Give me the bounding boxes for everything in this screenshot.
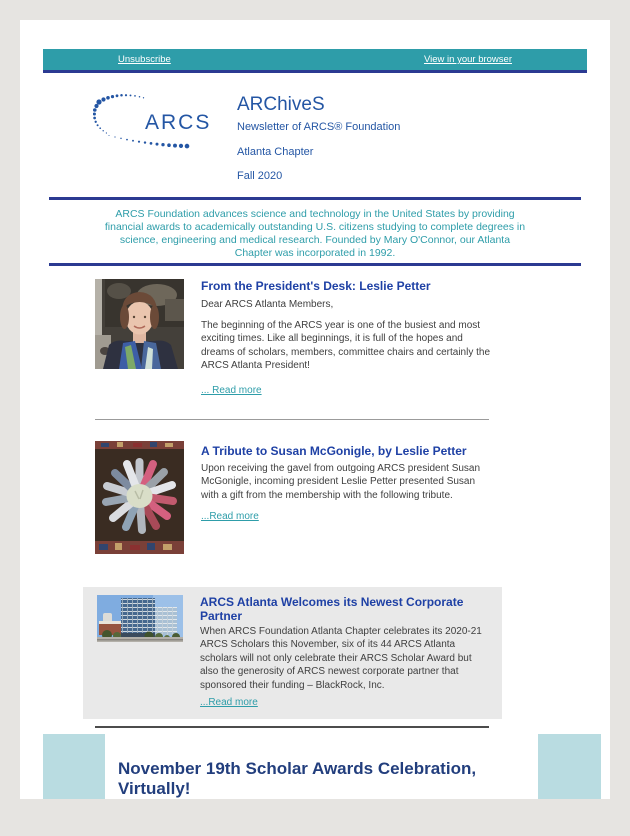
section-divider [95, 419, 489, 420]
top-link-bar [43, 49, 587, 73]
article-body [201, 441, 493, 554]
event-content [105, 734, 538, 799]
newsletter-title: ARChiveS [237, 94, 325, 115]
read-more-link[interactable]: ... Read more [201, 384, 262, 396]
top-navy-rule [49, 197, 581, 200]
newsletter-subtitle: Newsletter of ARCS® Foundation [237, 121, 401, 133]
article-paragraph: Dear ARCS Atlanta Members, [201, 299, 334, 310]
event-section [43, 734, 587, 799]
newsletter-page [20, 20, 610, 799]
arcs-logo [93, 91, 225, 155]
article-paragraph: When ARCS Foundation Atlanta Chapter celebrates its 2020-21 ARCS Scholars this November, six of its 44 ARCS Atlanta scholars will not only celebrate their ARCS Scholar Award but also the generosity of ARCS newest corporate partner that sponsored their funding – BlackRock, Inc. [200, 625, 482, 691]
gift-bowl-artwork-image [95, 441, 184, 554]
pale-blue-accent-block [538, 734, 601, 799]
view-in-browser-link[interactable]: View in your browser [423, 54, 512, 65]
article-paragraph: Upon receiving the gavel from outgoing ARCS president Susan McGonigle, incoming president Leslie Petter presented Susan with a gift from the membership with the following tribute. [201, 462, 481, 501]
article-body [201, 279, 493, 398]
article-tribute [95, 441, 610, 554]
mission-statement: ARCS Foundation advances science and technology in the United States by providing financial awards to academically outstanding U.S. citizens studying to complete degrees in science, engineering and medical research. Founded by Mary O'Connor, our Atlanta Chapter was incorporated in 1992. [104, 208, 526, 259]
masthead [93, 91, 610, 181]
unsubscribe-link[interactable]: Unsubscribe [118, 54, 171, 65]
article-body [200, 595, 488, 711]
read-more-link[interactable]: ...Read more [200, 697, 258, 708]
dark-section-divider [95, 726, 489, 728]
article-title: A Tribute to Susan McGonigle, by Leslie Petter [201, 443, 467, 458]
bottom-navy-rule [49, 263, 581, 266]
chapter-name: Atlanta Chapter [237, 146, 314, 158]
article-title: ARCS Atlanta Welcomes its Newest Corporate Partner [200, 594, 464, 623]
office-building-image [97, 595, 183, 642]
arcs-logo-text: ARCS [145, 111, 212, 134]
article-presidents-desk [95, 279, 610, 398]
read-more-link[interactable]: ...Read more [201, 511, 259, 522]
masthead-text [237, 91, 400, 181]
pale-blue-accent-block [43, 734, 105, 799]
article-title: From the President's Desk: Leslie Petter [201, 279, 431, 293]
issue-date: Fall 2020 [237, 170, 283, 182]
event-heading: November 19th Scholar Awards Celebration, Virtually! [118, 759, 477, 798]
president-portrait-image [95, 279, 184, 369]
article-paragraph: The beginning of the ARCS year is one of the busiest and most exciting times. Like all beginnings, it is full of the hopes and dreams of scholars, members, committee chairs and certainly the ARCS Atlanta President! [201, 319, 490, 371]
article-corporate-partner [83, 587, 502, 720]
